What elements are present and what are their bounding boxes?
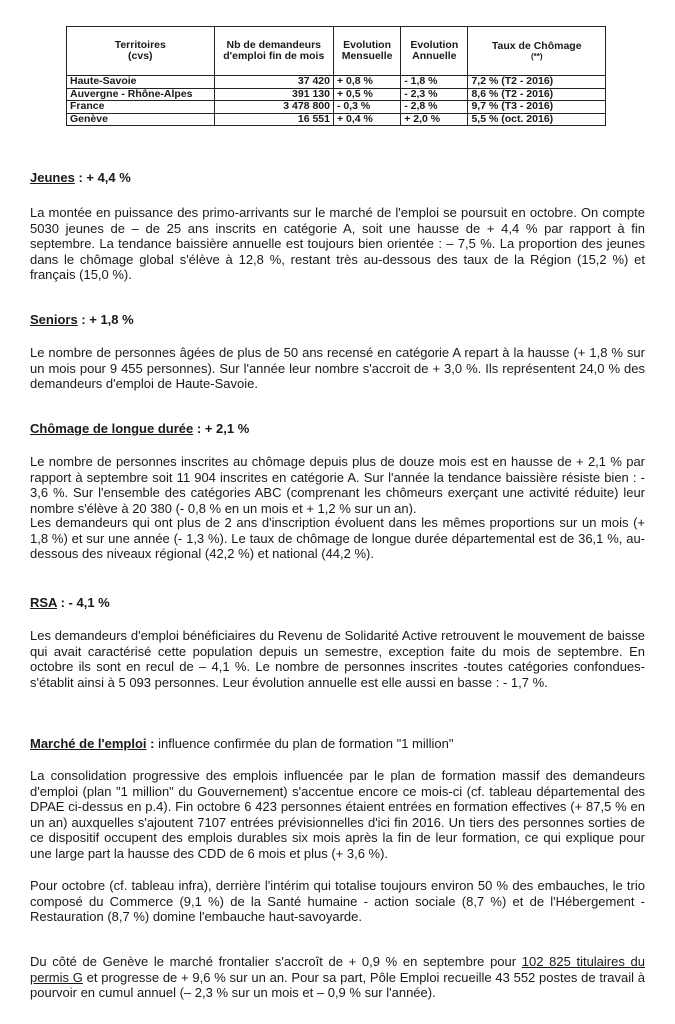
cell-mensuelle: - 0,3 % xyxy=(333,101,400,114)
table-row xyxy=(67,101,606,114)
paragraph-marche-2: Pour octobre (cf. tableau infra), derrière l'intérim qui totalise toujours environ 50 % des embauches, le trio composé du Commerce (9,1 %) de la Santé humaine - action sociale (8,7 %) et de l'Hébergement - Restauration (8,7 %) domine l'embauche haut-savoyarde. xyxy=(30,878,645,924)
paragraph-jeunes: La montée en puissance des primo-arrivants sur le marché de l'emploi se poursuit en octobre. On compte 5030 jeunes de – de 25 ans inscrits en catégorie A, soit une hausse de + 4,4 % par rapport à fin septembre. La tendance baissière annuelle est toujours bien orientée : – 7,5 %. La proportion des jeunes dans le chômage global s'élève à 12,8 %, restant très au-dessous des taux de la Région (15,2 %) et français (15,0 %). xyxy=(30,205,645,282)
header-taux-sub: (**) xyxy=(530,52,543,62)
heading-jeunes-title: Jeunes xyxy=(30,170,75,185)
heading-seniors-value: : + 1,8 % xyxy=(81,312,134,327)
cell-territoire: Haute-Savoie xyxy=(67,76,215,89)
paragraph-seniors: Le nombre de personnes âgées de plus de 50 ans recensé en catégorie A repart à la hausse (+ 1,8 % sur un mois pour 9 455 personnes). Sur l'année leur nombre s'accroit de + 3,0 %. Ils représentent 24,0 % des demandeurs d'emploi de Haute-Savoie. xyxy=(30,345,645,391)
paragraph-rsa: Les demandeurs d'emploi bénéficiaires du Revenu de Solidarité Active retrouvent le mouvement de baisse qui avait caractérisé cette population depuis un semestre, exception faite du mois de septembre. En octobre ils sont en recul de – 4,1 %. Le nombre de personnes inscrites -toutes catégories confondues- s'établit ainsi à 5 093 personnes. Leur évolution annuelle est elle aussi en basse : - 1,7 %. xyxy=(30,628,645,690)
geneve-text-before: Du côté de Genève le marché frontalier s'accroît de + 0,9 % en septembre pour xyxy=(30,954,522,969)
cell-annuelle: - 2,3 % xyxy=(401,88,468,101)
cell-annuelle: - 2,8 % xyxy=(401,101,468,114)
heading-rsa-value: : - 4,1 % xyxy=(60,595,110,610)
heading-longue-duree-title: Chômage de longue durée xyxy=(30,421,194,436)
section-heading-jeunes xyxy=(30,170,131,185)
cell-mensuelle: + 0,5 % xyxy=(333,88,400,101)
paragraph-geneve xyxy=(30,954,645,1001)
cell-territoire: France xyxy=(67,101,215,114)
paragraph-longue-duree-2: Les demandeurs qui ont plus de 2 ans d'inscription évoluent dans les mêmes proportions sur un mois (+ 1,8 %) et sur une année (- 1,3 %). Le taux de chômage de longue durée départemental est de 36,1 %, au-dessous des niveaux régional (42,2 %) et national (44,2 %). xyxy=(30,515,645,561)
cell-territoire: Auvergne - Rhône-Alpes xyxy=(67,88,215,101)
section-heading-marche xyxy=(30,736,454,751)
section-heading-rsa xyxy=(30,595,110,610)
table-header-row xyxy=(67,27,606,76)
header-taux-label: Taux de Chômage xyxy=(491,39,582,52)
cell-taux: 5,5 % (oct. 2016) xyxy=(468,113,606,126)
cell-taux: 9,7 % (T3 - 2016) xyxy=(468,101,606,114)
paragraph-longue-duree-1: Le nombre de personnes inscrites au chômage depuis plus de douze mois est en hausse de + 2,1 % par rapport à septembre soit 11 904 inscrites en catégorie A. Sur l'année la tendance baissière résiste bien : - 3,6 %. Sur l'ensemble des catégories ABC (comprenant les chômeurs exerçant une activité réduite) leur nombre s'élève à 20 380 (- 0,8 % en un mois et + 1,2 % sur un an). xyxy=(30,454,645,516)
header-territoires xyxy=(67,27,215,76)
header-nb-demandeurs: Nb de demandeurs d'emploi fin de mois xyxy=(214,27,333,76)
header-territoires-sub: (cvs) xyxy=(128,50,153,62)
statistics-table xyxy=(66,26,606,126)
header-territoires-label: Territoires xyxy=(114,38,166,51)
heading-longue-duree-value: : + 2,1 % xyxy=(196,421,250,436)
table-row xyxy=(67,76,606,89)
paragraph-marche-1: La consolidation progressive des emplois influencée par le plan de formation massif des demandeurs d'emploi (plan "1 million" du Gouvernement) s'accentue encore ce mois-ci (cf. tableau départemental des DPAE ci-dessus en p.4). Fin octobre 6 423 personnes étaient entrées en formation effectives (+ 87,5 % en un an) auxquelles s'ajoutent 7107 entrées prévisionnelles d'ici fin 2016. Un tiers des personnes sorties de ce dispositif occupent des emplois durables six mois après la fin de leur formation, ce qui explique pour une large part la hausse des CDD de 6 mois et plus (+ 3,6 %). xyxy=(30,768,645,861)
heading-marche-subtitle: influence confirmée du plan de formation "1 million" xyxy=(158,736,454,751)
cell-mensuelle: + 0,8 % xyxy=(333,76,400,89)
header-taux xyxy=(468,27,606,76)
heading-marche-title: Marché de l'emploi xyxy=(30,736,147,751)
cell-territoire: Genève xyxy=(67,113,215,126)
header-evolution-mensuelle: Evolution Mensuelle xyxy=(333,27,400,76)
table-row xyxy=(67,88,606,101)
heading-seniors-title: Seniors xyxy=(30,312,78,327)
cell-mensuelle: + 0,4 % xyxy=(333,113,400,126)
heading-marche-colon: : xyxy=(150,736,155,751)
cell-annuelle: - 1,8 % xyxy=(401,76,468,89)
table-row xyxy=(67,113,606,126)
cell-taux: 8,6 % (T2 - 2016) xyxy=(468,88,606,101)
geneve-text-after: et progresse de + 9,6 % sur un an. Pour sa part, Pôle Emploi recueille 43 552 postes de travail à pourvoir en cumul annuel (– 2,3 % sur un mois et – 0,9 % sur l'année). xyxy=(30,969,645,1000)
heading-jeunes-value: : + 4,4 % xyxy=(78,170,131,185)
header-evolution-annuelle: Evolution Annuelle xyxy=(401,27,468,76)
section-heading-seniors xyxy=(30,312,134,327)
heading-rsa-title: RSA xyxy=(30,595,57,610)
geneve-underlined-text: 102 825 titulaires du permis G xyxy=(30,954,645,985)
cell-annuelle: + 2,0 % xyxy=(401,113,468,126)
section-heading-longue-duree xyxy=(30,421,249,436)
cell-nb: 37 420 xyxy=(214,76,333,89)
cell-nb: 3 478 800 xyxy=(214,101,333,114)
cell-taux: 7,2 % (T2 - 2016) xyxy=(468,76,606,89)
cell-nb: 16 551 xyxy=(214,113,333,126)
cell-nb: 391 130 xyxy=(214,88,333,101)
